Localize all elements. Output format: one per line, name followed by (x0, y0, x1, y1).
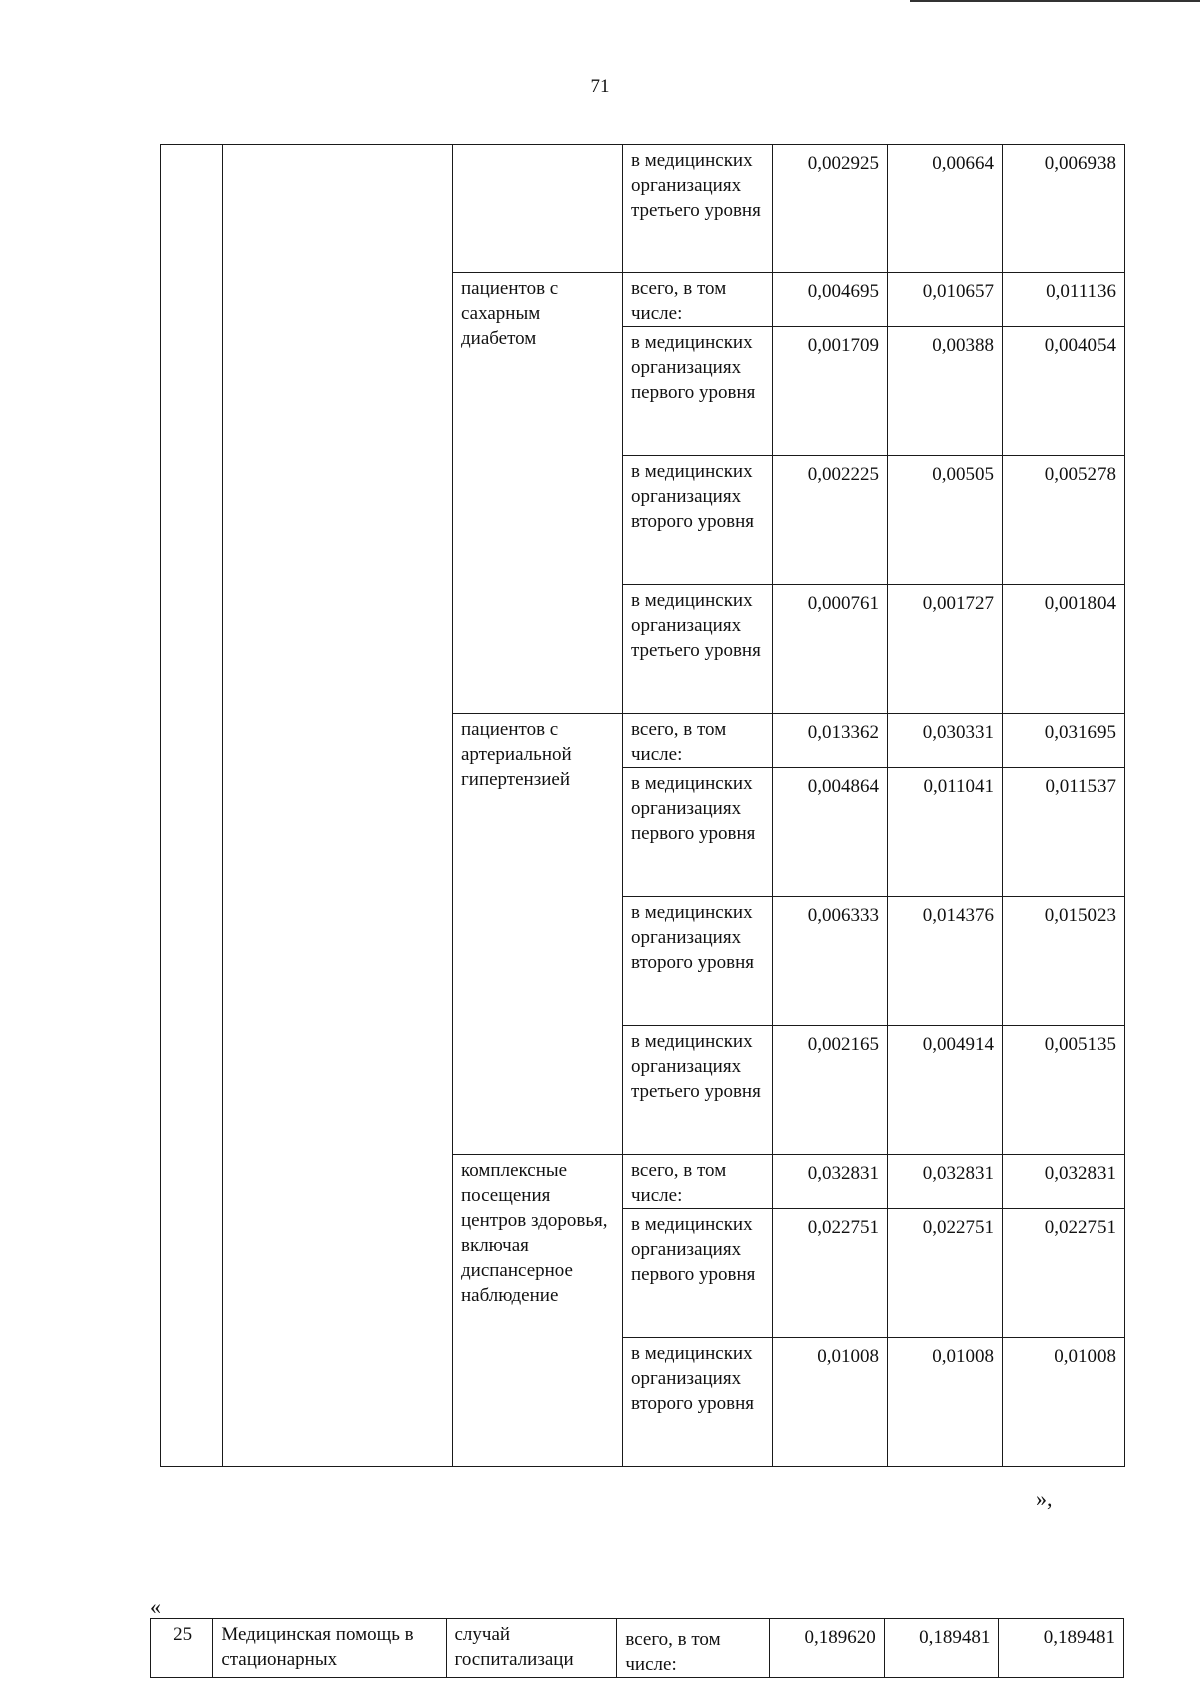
page-number: 71 (590, 76, 610, 97)
value-cell: 0,002165 (773, 1026, 888, 1155)
opening-quote: « (150, 1594, 161, 1619)
value-cell: 0,189620 (770, 1619, 885, 1678)
value-cell: 0,006333 (773, 897, 888, 1026)
value-cell: 0,01008 (888, 1338, 1003, 1467)
level-cell: в медицинских организациях первого уровня (623, 1209, 773, 1338)
value-cell: 0,005135 (1003, 1026, 1125, 1155)
closing-quote: », (1036, 1486, 1053, 1511)
value-cell: 0,013362 (773, 714, 888, 768)
value-cell: 0,001727 (888, 585, 1003, 714)
value-cell: 0,001804 (1003, 585, 1125, 714)
value-cell: 0,001709 (773, 327, 888, 456)
value-cell: 0,00505 (888, 456, 1003, 585)
value-cell: 0,00388 (888, 327, 1003, 456)
table-row (161, 145, 1125, 273)
value-cell: 0,022751 (1003, 1209, 1125, 1338)
unit-cell: случай госпитализаци (446, 1619, 617, 1678)
level-cell: в медицинских организациях первого уровня (623, 327, 773, 456)
value-cell: 0,031695 (1003, 714, 1125, 768)
group-cell-diabetes: пациентов с сахарным диабетом (453, 273, 623, 714)
top-edge-line (910, 0, 1200, 2)
value-cell: 0,032831 (888, 1155, 1003, 1209)
care-type-cell-empty (223, 145, 453, 1467)
value-cell: 0,004864 (773, 768, 888, 897)
value-cell: 0,022751 (773, 1209, 888, 1338)
table-row (151, 1619, 1124, 1678)
value-cell: 0,030331 (888, 714, 1003, 768)
group-cell-health-centers: комплексные посещения центров здоровья, включая диспансерное наблюдение (453, 1155, 623, 1467)
norms-table-continuation (160, 144, 1125, 1467)
value-cell: 0,022751 (888, 1209, 1003, 1338)
level-cell: в медицинских организациях третьего уровня (623, 145, 773, 273)
value-cell: 0,002925 (773, 145, 888, 273)
level-cell: в медицинских организациях второго уровня (623, 897, 773, 1026)
value-cell: 0,01008 (773, 1338, 888, 1467)
value-cell: 0,01008 (1003, 1338, 1125, 1467)
value-cell: 0,011041 (888, 768, 1003, 897)
value-cell: 0,002225 (773, 456, 888, 585)
level-cell: всего, в том числе: (623, 1155, 773, 1209)
value-cell: 0,006938 (1003, 145, 1125, 273)
value-cell: 0,011136 (1003, 273, 1125, 327)
value-cell: 0,011537 (1003, 768, 1125, 897)
number-cell-empty (161, 145, 223, 1467)
level-cell: в медицинских организациях третьего уровня (623, 1026, 773, 1155)
unit-cell-empty (453, 145, 623, 273)
value-cell: 0,004695 (773, 273, 888, 327)
value-cell: 0,189481 (999, 1619, 1124, 1678)
value-cell: 0,005278 (1003, 456, 1125, 585)
level-cell: всего, в том числе: (623, 273, 773, 327)
value-cell: 0,010657 (888, 273, 1003, 327)
level-cell: в медицинских организациях второго уровня (623, 1338, 773, 1467)
level-cell: всего, в том числе: (623, 714, 773, 768)
value-cell: 0,00664 (888, 145, 1003, 273)
care-type-cell: Медицинская помощь в стационарных (213, 1619, 446, 1678)
level-cell: в медицинских организациях первого уровня (623, 768, 773, 897)
value-cell: 0,032831 (773, 1155, 888, 1209)
value-cell: 0,000761 (773, 585, 888, 714)
level-cell: в медицинских организациях второго уровня (623, 456, 773, 585)
value-cell: 0,014376 (888, 897, 1003, 1026)
value-cell: 0,015023 (1003, 897, 1125, 1026)
value-cell: 0,189481 (884, 1619, 999, 1678)
level-cell: всего, в том числе: (617, 1619, 770, 1678)
value-cell: 0,032831 (1003, 1155, 1125, 1209)
level-cell: в медицинских организациях третьего уровня (623, 585, 773, 714)
value-cell: 0,004914 (888, 1026, 1003, 1155)
norms-table-row-25 (150, 1618, 1124, 1678)
value-cell: 0,004054 (1003, 327, 1125, 456)
group-cell-hypertension: пациентов с артериальной гипертензией (453, 714, 623, 1155)
row-number-cell: 25 (151, 1619, 213, 1678)
